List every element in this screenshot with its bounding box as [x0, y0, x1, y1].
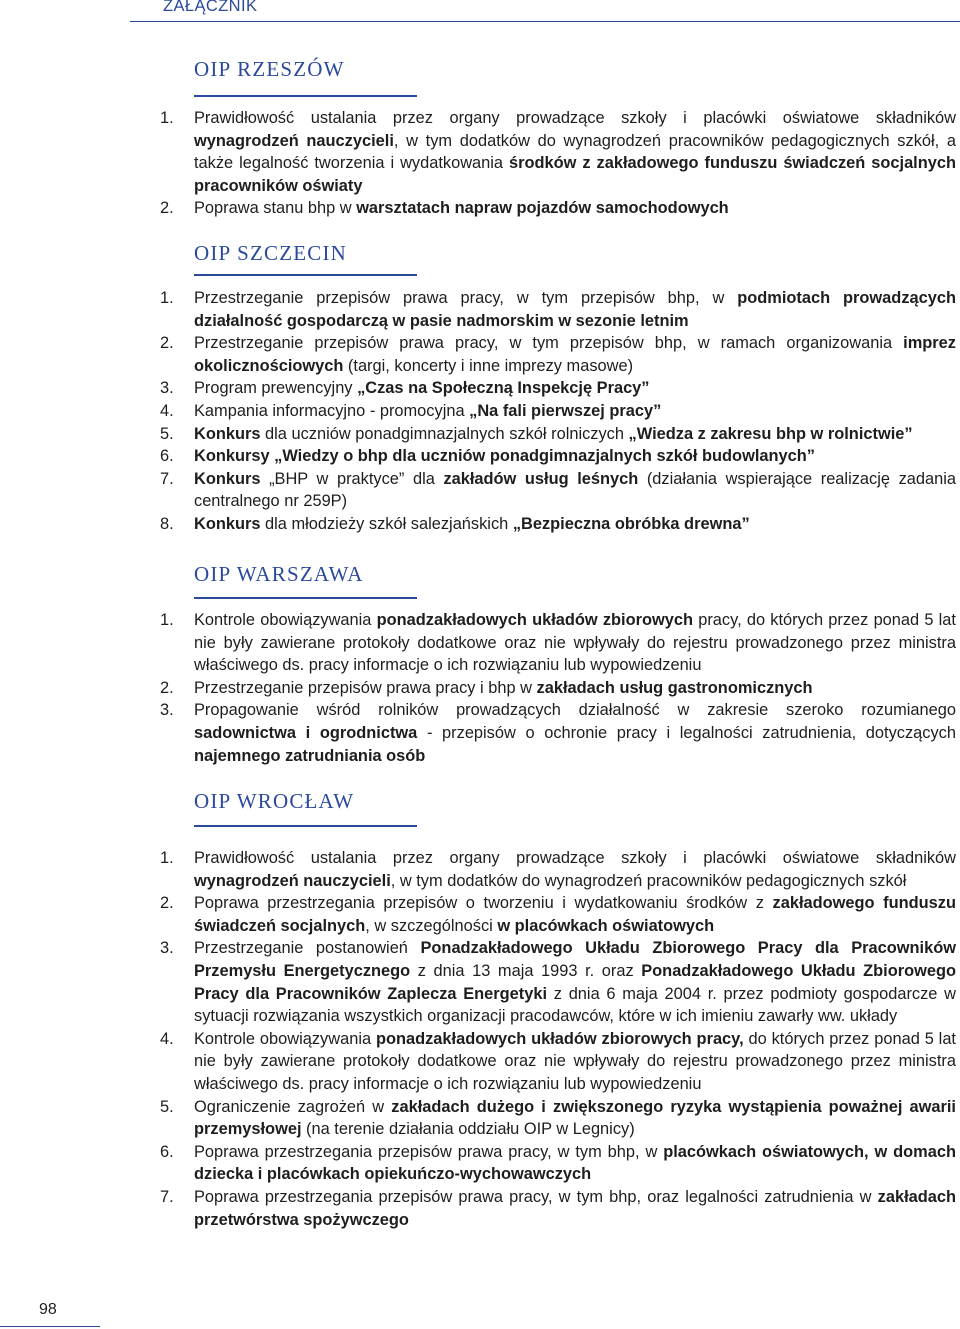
item-number: 2.: [160, 678, 174, 697]
item-number: 7.: [160, 1187, 174, 1206]
item-text: [194, 679, 813, 697]
item-number: 3.: [160, 939, 174, 958]
item-text-run: , w tym dodatków do wynagrodzeń pracowników pedagogicznych szkół: [390, 871, 907, 890]
item-text: [194, 515, 750, 533]
item-text-bold: „Czas na Społeczną Inspekcję Pracy”: [357, 379, 650, 398]
list-item: [160, 377, 956, 400]
item-text-run: Poprawa przestrzegania przepisów prawa pracy, w tym bhp, w: [194, 1142, 664, 1161]
item-text-run: Przestrzeganie przepisów prawa pracy, w tym przepisów bhp, w: [194, 289, 738, 307]
item-text: [194, 199, 729, 217]
title-underline: [194, 95, 417, 97]
item-text-run: Poprawa przestrzegania przepisów o tworzeniu i wydatkowaniu środków z: [194, 894, 773, 913]
item-text: [194, 470, 956, 511]
page-number: 98: [39, 1301, 57, 1318]
item-text-run: Kampania informacyjno - promocyjna: [194, 401, 470, 420]
item-text-bold: sadownictwa i ogrodnictwa: [194, 723, 418, 742]
header-label: ZAŁĄCZNIK: [163, 0, 258, 15]
item-text: [194, 334, 956, 375]
item-text-run: (działania wspierające realizację zadania centralnego nr 259P): [194, 469, 956, 511]
item-text-run: dla uczniów ponadgimnazjalnych szkół rolniczych: [260, 424, 629, 443]
item-text-bold: „Na fali pierwszej pracy”: [469, 401, 662, 420]
item-number: 6.: [160, 447, 174, 466]
item-text-bold: zakładach przetwórstwa spożywczego: [194, 1187, 956, 1229]
item-number: 5.: [160, 424, 174, 443]
list-item: [160, 937, 956, 1027]
item-text: [194, 379, 650, 397]
item-text-bold: zakładach dużego i zwiększonego ryzyka wystąpienia poważnej awarii przemysłowej: [194, 1097, 956, 1139]
item-text: [194, 425, 913, 443]
item-text-run: z dnia 6 maja 2004 r. przez podmioty gospodarcze w sytuacji rozwiązania wszystkich organizacji pracodawców, które w ich imieniu zawarły ww. układy: [194, 984, 956, 1026]
item-text: [194, 894, 956, 935]
section-list: [160, 847, 956, 1231]
item-text: [194, 1188, 956, 1229]
item-text-bold: środków z zakładowego funduszu świadczeń socjalnych pracowników oświaty: [194, 154, 956, 195]
list-item: [160, 699, 956, 767]
item-text: [194, 402, 661, 420]
item-text: [194, 447, 815, 465]
item-text-run: dla młodzieży szkół salezjańskich: [260, 514, 513, 533]
section-title: OIP SZCZECIN: [194, 241, 348, 265]
list-item: [160, 609, 956, 677]
item-text: [194, 109, 956, 195]
item-number: 8.: [160, 514, 174, 533]
list-item: [160, 400, 956, 423]
list-item: [160, 1028, 956, 1096]
item-number: 4.: [160, 401, 174, 420]
item-number: 3.: [160, 379, 174, 398]
list-item: [160, 468, 956, 513]
section-title: OIP WARSZAWA: [194, 562, 364, 586]
list-item: [160, 1141, 956, 1186]
item-text: [194, 1143, 956, 1184]
item-text-run: „BHP w praktyce” dla: [260, 469, 444, 488]
item-text-run: (targi, koncerty i inne imprezy masowe): [343, 356, 634, 375]
item-text-bold: zakładów usług leśnych: [443, 469, 639, 488]
list-item: [160, 1186, 956, 1231]
item-text-bold: Ponadzakładowego Układu Zbiorowego Pracy dla Pracowników Zaplecza Energetyki: [194, 961, 957, 1003]
item-text-bold: wynagrodzeń nauczycieli: [194, 131, 394, 150]
item-text-bold: w placówkach oświatowych: [497, 916, 715, 935]
item-text-bold: najemnego zatrudniania osób: [194, 746, 426, 765]
item-text-bold: zakładowego funduszu świadczeń socjalnych: [194, 894, 956, 935]
section-list: [160, 107, 956, 220]
item-text-bold: warsztatach napraw pojazdów samochodowych: [356, 199, 729, 218]
list-item: [160, 677, 956, 700]
list-item: [160, 423, 956, 446]
item-text-bold: „Wiedza z zakresu bhp w rolnictwie”: [628, 424, 913, 443]
item-text-bold: ponadzakładowych układów zbiorowych: [376, 611, 694, 629]
item-text-bold: placówkach oświatowych, w domach dziecka i placówkach opiekuńczo-wychowawczych: [194, 1142, 956, 1184]
item-text-run: pracy, do których przez ponad 5 lat nie były zawierane protokoły dodatkowe oraz nie wpływały do rejestru prowadzonego przez ministra właściwego ds. pracy informacje o ich rozwiązaniu lub wypowiedzeniu: [194, 611, 956, 675]
list-item: [160, 513, 956, 536]
item-text-run: Przestrzeganie przepisów prawa pracy, w tym przepisów bhp, w ramach organizowania: [194, 334, 904, 353]
item-number: 2.: [160, 334, 174, 353]
item-text-run: do których przez ponad 5 lat nie były zawierane protokoły dodatkowe oraz nie wpływały do rejestru prowadzonego przez ministra właściwego ds. pracy informacje o ich rozwiązaniu lub wypowiedzeniu: [194, 1029, 956, 1093]
item-text-bold: Konkurs: [194, 469, 261, 488]
footer-rule: [0, 1326, 100, 1327]
list-item: [160, 847, 956, 892]
item-text: [194, 701, 956, 764]
header-bar: [130, 0, 960, 22]
item-text-run: Prawidłowość ustalania przez organy prowadzące szkoły i placówki oświatowe składników: [194, 109, 956, 127]
item-text: [194, 289, 956, 330]
item-text-run: , w tym dodatków do wynagrodzeń pracowników pedagogicznych szkół, a także legalność tworzenia i wydatkowania: [194, 131, 957, 173]
list-item: [160, 197, 956, 220]
item-text-run: Poprawa stanu bhp w: [194, 199, 357, 218]
item-text-bold: ponadzakładowych układów zbiorowych pracy,: [375, 1029, 744, 1048]
item-text-run: Kontrole obowiązywania: [194, 611, 377, 629]
item-text-run: Program prewencyjny: [194, 379, 358, 398]
item-text-bold: wynagrodzeń nauczycieli: [194, 871, 391, 890]
item-text-run: Prawidłowość ustalania przez organy prowadzące szkoły i placówki oświatowe składników: [194, 849, 956, 867]
item-text-run: Przestrzeganie postanowień: [194, 939, 421, 958]
item-number: 1.: [160, 109, 174, 127]
item-text-run: (na terenie działania oddziału OIP w Legnicy): [301, 1120, 635, 1139]
item-number: 3.: [160, 701, 174, 720]
item-text-bold: Konkursy „Wiedzy o bhp dla uczniów ponadgimnazjalnych szkół budowlanych”: [194, 447, 815, 466]
item-text-run: Propagowanie wśród rolników prowadzących działalność w zakresie szeroko rozumianego: [194, 701, 956, 720]
item-number: 4.: [160, 1029, 174, 1048]
item-text-run: Kontrole obowiązywania: [194, 1029, 376, 1048]
item-number: 1.: [160, 289, 174, 307]
item-text-run: Poprawa przestrzegania przepisów prawa pracy, w tym bhp, oraz legalności zatrudnienia w: [194, 1187, 878, 1206]
list-item: [160, 892, 956, 937]
item-text: [194, 1030, 956, 1093]
item-text-bold: zakładach usług gastronomicznych: [536, 678, 813, 697]
list-item: [160, 107, 956, 197]
item-text-run: , w szczególności: [365, 916, 498, 935]
item-number: 7.: [160, 469, 174, 488]
item-number: 1.: [160, 849, 174, 867]
item-text-run: - przepisów o ochronie pracy i legalności zatrudnienia, dotyczących: [417, 723, 956, 742]
item-text-bold: Ponadzakładowego Układu Zbiorowego Pracy dla Pracowników Przemysłu Energetycznego: [194, 939, 956, 980]
section-list: [160, 609, 956, 767]
section-title: OIP WROCŁAW: [194, 789, 355, 813]
list-item: [160, 445, 956, 468]
item-number: 1.: [160, 611, 174, 629]
list-item: [160, 332, 956, 377]
list-item: [160, 1096, 956, 1141]
title-underline: [194, 274, 417, 276]
item-text-bold: Konkurs: [194, 424, 261, 443]
item-text: [194, 611, 956, 674]
section-list: [160, 287, 956, 536]
item-number: 2.: [160, 894, 174, 913]
item-text: [194, 1098, 956, 1139]
title-underline: [194, 825, 417, 827]
item-text-bold: podmiotach prowadzących działalność gospodarczą w pasie nadmorskim w sezonie letnim: [194, 289, 956, 330]
section-title: OIP RZESZÓW: [194, 57, 345, 81]
item-text-run: Ograniczenie zagrożeń w: [194, 1097, 392, 1116]
item-text-bold: imprez okolicznościowych: [194, 334, 956, 375]
item-text-bold: Konkurs: [194, 514, 261, 533]
item-number: 5.: [160, 1097, 174, 1116]
list-item: [160, 287, 956, 332]
item-text: [194, 849, 956, 890]
item-number: 6.: [160, 1142, 174, 1161]
item-text-bold: „Bezpieczna obróbka drewna”: [512, 514, 750, 533]
item-text-run: z dnia 13 maja 1993 r. oraz: [410, 961, 642, 980]
item-number: 2.: [160, 199, 174, 218]
item-text-run: Przestrzeganie przepisów prawa pracy i bhp w: [194, 678, 537, 697]
title-underline: [194, 597, 417, 599]
item-text: [194, 939, 956, 1025]
